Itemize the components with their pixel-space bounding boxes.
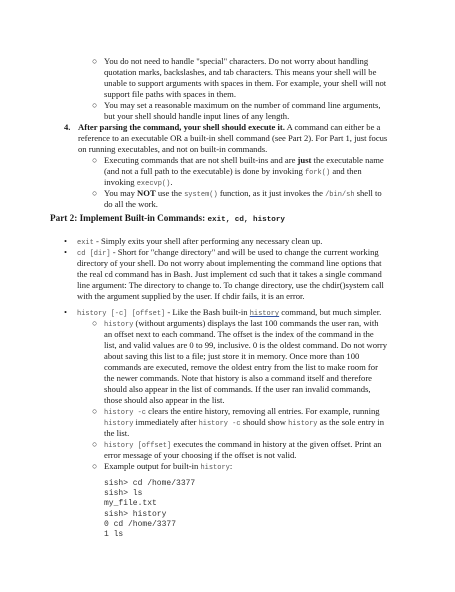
text-line: Executing commands that are not shell built-ins and are just the executable name — [104, 155, 384, 165]
text-line: line argument: The directory to change to. To change directory, use the chdir()system call — [77, 280, 384, 290]
inline-code: history [offset] — [104, 442, 172, 450]
text-line: cd [dir] - Short for "change directory" and will be used to change the current working — [77, 247, 379, 258]
code-line: 0 cd /home/3377 — [104, 520, 177, 529]
circle-bullet-icon: ○ — [92, 439, 98, 449]
code-line: sish> ls — [104, 489, 143, 498]
text-line: do all the work. — [104, 199, 158, 209]
text-line: those should also appear in the list. — [104, 395, 225, 405]
text-line: the newer commands. Note that history is also a command itself and therefore — [104, 373, 372, 383]
text-line: with the argument supplied by the user. If chdir fails, it is an error. — [77, 291, 305, 301]
inline-code: history — [200, 464, 230, 472]
text-line: directory of your shell. Do not worry about implementing the command line options that — [77, 258, 382, 268]
text-line: history -c clears the entire history, removing all entries. For example, running — [104, 406, 380, 417]
text-line: You may NOT use the system() function, as it just invokes the /bin/sh shell to — [104, 188, 382, 199]
inline-code: history -c — [104, 409, 147, 417]
text-line: the real cd command has in Bash. Just implement cd such that it takes a single command — [77, 269, 382, 279]
text-line: reference to an executable OR a built-in shell command (see Part 2). For Part 1, just focus — [78, 133, 388, 143]
inline-code: system() — [184, 191, 218, 199]
inline-code: execvp() — [136, 180, 171, 188]
heading-code: exit, cd, history — [207, 216, 285, 224]
text-line: history [offset] executes the command in history at the given offset. Print an — [104, 439, 382, 450]
circle-bullet-icon: ○ — [92, 461, 98, 471]
inline-code: history — [104, 420, 134, 428]
code-line: sish> cd /home/3377 — [104, 479, 196, 488]
code-line: my_file.txt — [104, 499, 157, 508]
text-line: list, and valid values are 0 to 99, inclusive. 0 is the oldest command. Do not worry — [104, 340, 388, 350]
text-line: After parsing the command, your shell should execute it. A command can either be a — [78, 122, 381, 132]
disc-bullet-icon: • — [64, 236, 68, 246]
text-line: history (without arguments) displays the last 100 commands the user ran, with — [104, 318, 379, 329]
text-line: on running executables, and not on built-in commands. — [78, 144, 268, 154]
bold-text: After parsing the command, your shell should execute it. — [78, 122, 285, 132]
text-line: support file paths with spaces in them. — [104, 89, 236, 99]
text-line: history immediately after history -c should show history as the sole entry in — [104, 417, 385, 428]
text-line: invoking execvp(). — [104, 177, 173, 188]
text-line: error message of your choosing if the offset is not valid. — [104, 450, 297, 460]
text-line: quotation marks, backslashes, and tab characters. This means your shell will be — [104, 67, 377, 77]
inline-code: history -c — [198, 420, 241, 428]
code-line: sish> history — [104, 510, 167, 519]
circle-bullet-icon: ○ — [92, 155, 98, 165]
inline-code: exit — [77, 239, 94, 247]
text-line: Example output for built-in history: — [104, 461, 233, 472]
section-heading: Part 2: Implement Built-in Commands: exit, cd, history — [50, 213, 285, 224]
circle-bullet-icon: ○ — [92, 56, 98, 66]
text-line: but your shell should handle input lines of any length. — [104, 111, 290, 121]
list-number: 4. — [64, 122, 71, 132]
circle-bullet-icon: ○ — [92, 188, 98, 198]
inline-code: history — [104, 321, 134, 329]
disc-bullet-icon: • — [64, 247, 68, 257]
text-line: should also appear in the list of commands. If the user ran invalid commands, — [104, 384, 371, 394]
text-line: You may set a reasonable maximum on the number of command line arguments, — [104, 100, 381, 110]
inline-code: history [-c] [offset] — [77, 310, 166, 318]
text-line: the list. — [104, 428, 130, 438]
circle-bullet-icon: ○ — [92, 100, 98, 110]
circle-bullet-icon: ○ — [92, 406, 98, 416]
circle-bullet-icon: ○ — [92, 318, 98, 328]
text-line: history [-c] [offset] - Like the Bash built-in history command, but much simpler. — [77, 307, 382, 318]
inline-code: history — [288, 420, 318, 428]
text-line: commands are executed, remove the oldest entry from the list to make room for — [104, 362, 378, 372]
text-line: an offset next to each command. The offset is the index of the command in the — [104, 329, 374, 339]
code-line: 1 ls — [104, 530, 124, 539]
history-link[interactable]: history — [249, 310, 280, 318]
text-line: about saving this list to a file; just store it in memory. Once more than 100 — [104, 351, 360, 361]
text-line: unable to support arguments with spaces in them. For example, your shell will not — [104, 78, 387, 88]
inline-code: /bin/sh — [325, 191, 355, 199]
disc-bullet-icon: • — [64, 307, 68, 317]
text-line: exit - Simply exits your shell after performing any necessary clean up. — [77, 236, 323, 247]
text-line: (and not a full path to the executable) is done by invoking fork() and then — [104, 166, 362, 177]
text-line: You do not need to handle "special" characters. Do not worry about handling — [104, 56, 369, 66]
inline-code: cd [dir] — [77, 250, 111, 258]
inline-code: fork() — [304, 169, 331, 177]
